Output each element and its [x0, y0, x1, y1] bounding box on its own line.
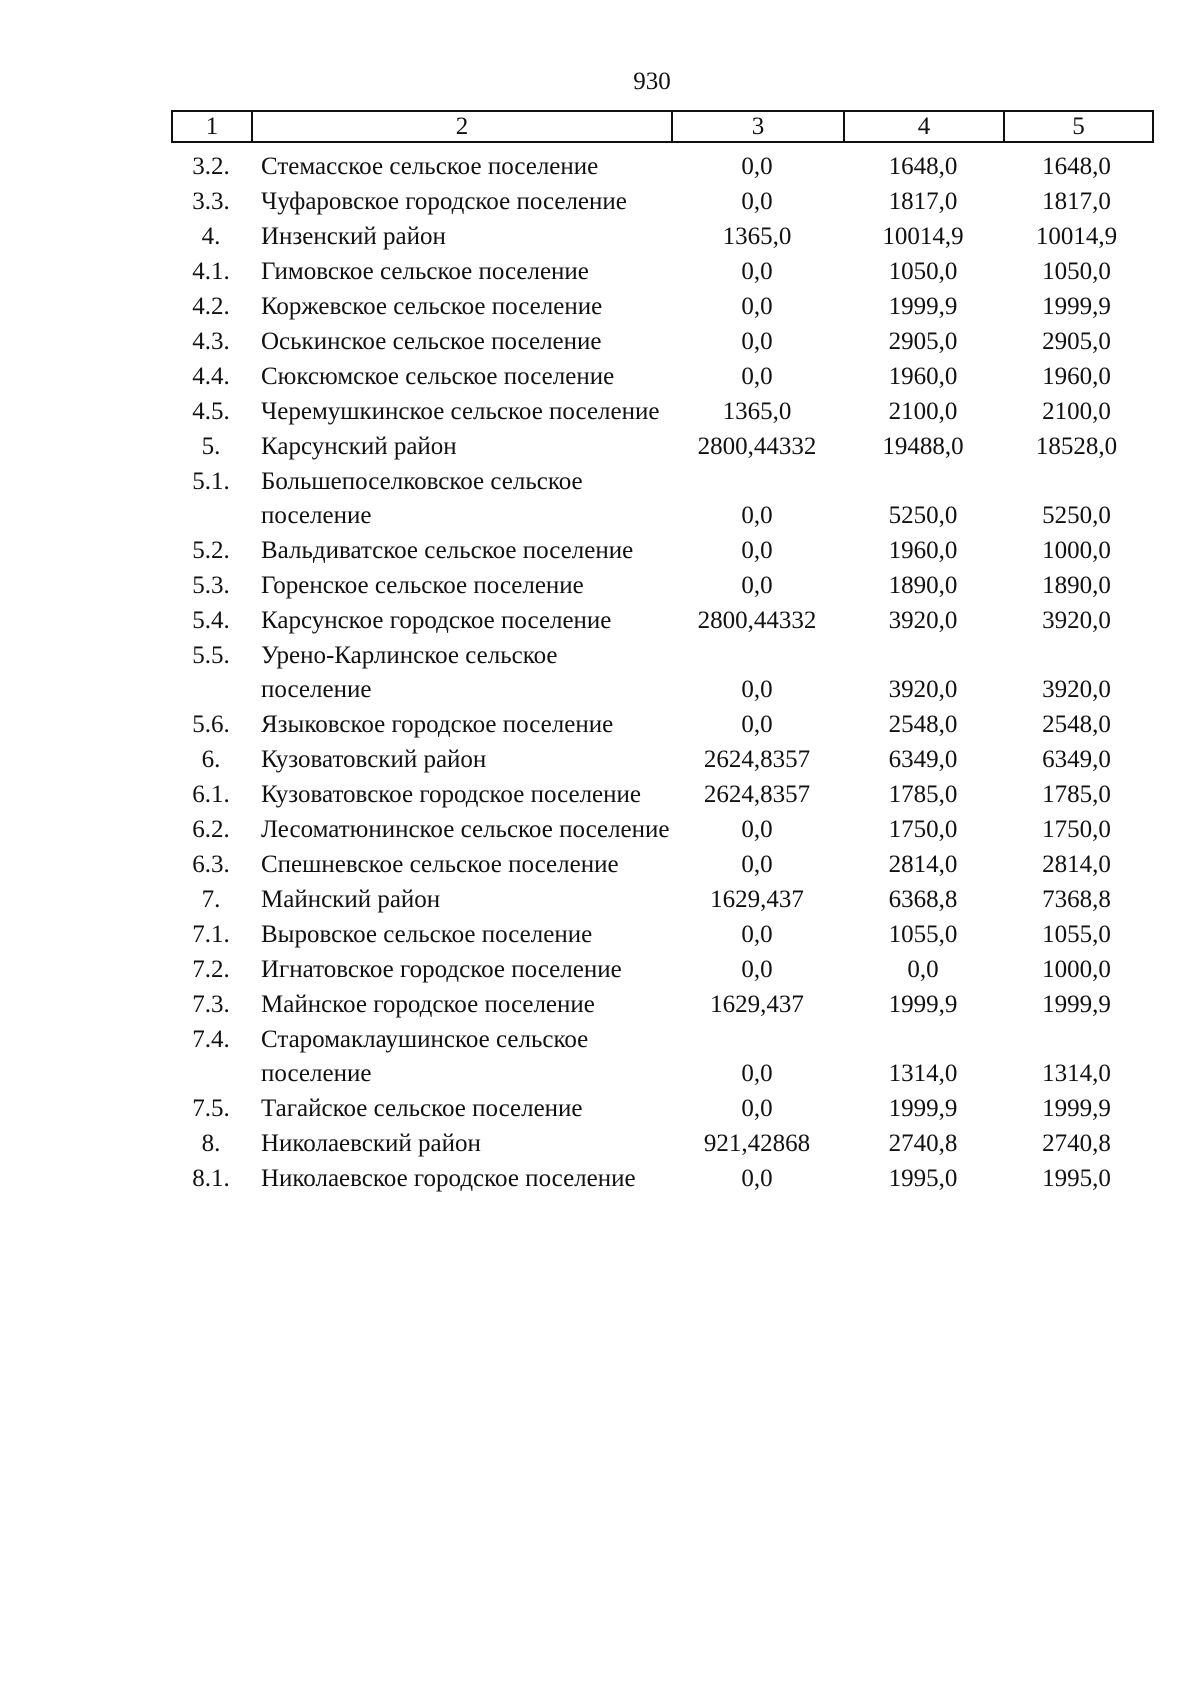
row-value-col-5: 7368,8: [1042, 886, 1111, 913]
row-value-col-3: 1365,0: [722, 223, 792, 250]
row-value-col-4: 6368,8: [888, 886, 958, 913]
table-row: [171, 1023, 1154, 1091]
row-value-col-4: 3920,0: [888, 607, 958, 634]
row-name: Гимовское сельское поселение: [261, 258, 589, 285]
table-row: [171, 813, 1154, 847]
row-value-col-3: 0,0: [741, 851, 773, 878]
row-name: Николаевский район: [261, 1130, 481, 1157]
row-number: 7.2.: [192, 956, 230, 983]
row-value-col-4: 0,0: [907, 956, 939, 983]
row-value-col-4: 1817,0: [888, 188, 958, 215]
row-name: Николаевское городское поселение: [261, 1165, 636, 1192]
row-value-col-3: 2624,8357: [703, 781, 811, 808]
row-number: 8.1.: [192, 1165, 230, 1192]
row-name: Карсунское городское поселение: [261, 607, 612, 634]
row-name: Черемушкинское сельское поселение: [261, 398, 660, 425]
row-name: Сюксюмское сельское поселение: [261, 363, 615, 390]
table-row: [171, 1162, 1154, 1196]
table-header: [171, 110, 1154, 143]
table-row: [171, 569, 1154, 603]
row-number: 5.: [201, 433, 221, 460]
table-row: [171, 604, 1154, 638]
row-value-col-5: 2814,0: [1042, 851, 1111, 878]
row-value-col-5: 1000,0: [1042, 537, 1111, 564]
row-value-col-3: 0,0: [741, 258, 773, 285]
table-row: [171, 953, 1154, 987]
table-row: [171, 639, 1154, 707]
row-value-col-3: 2800,44332: [697, 433, 817, 460]
row-name: Стемасское сельское поселение: [261, 153, 599, 180]
row-name: Чуфаровское городское поселение: [261, 188, 627, 215]
row-value-col-4: 1995,0: [888, 1165, 958, 1192]
row-number: 3.3.: [192, 188, 230, 215]
row-value-col-3: 0,0: [741, 328, 773, 355]
table-row: [171, 848, 1154, 882]
row-value-col-3: 1629,437: [710, 991, 804, 1018]
row-value-col-3: 0,0: [741, 537, 773, 564]
row-value-col-4: 1785,0: [888, 781, 958, 808]
table-row: [171, 220, 1154, 254]
row-value-col-5: 6349,0: [1042, 746, 1111, 773]
row-value-col-5: 1000,0: [1042, 956, 1111, 983]
table-row: [171, 778, 1154, 812]
row-value-col-4: 1960,0: [888, 537, 958, 564]
table-row: [171, 883, 1154, 917]
row-value-col-3: 0,0: [741, 1165, 773, 1192]
row-value-col-3: 0,0: [741, 921, 773, 948]
row-name: Оськинское сельское поселение: [261, 328, 602, 355]
row-value-col-3: 0,0: [741, 502, 773, 529]
table-row: [171, 918, 1154, 952]
row-number: 7.1.: [192, 921, 230, 948]
row-value-col-5: 1999,9: [1042, 293, 1111, 320]
row-value-col-5: 3920,0: [1042, 676, 1111, 703]
row-name: Кузоватовское городское поселение: [261, 781, 642, 808]
row-number: 8.: [201, 1130, 221, 1157]
row-value-col-3: 0,0: [741, 188, 773, 215]
row-value-col-3: 0,0: [741, 572, 773, 599]
row-value-col-4: 1050,0: [888, 258, 958, 285]
row-value-col-5: 18528,0: [1035, 433, 1118, 460]
row-value-col-3: 1629,437: [710, 886, 804, 913]
table-row: [171, 360, 1154, 394]
row-name: Инзенский район: [261, 223, 446, 250]
row-value-col-4: 3920,0: [888, 676, 958, 703]
row-value-col-4: 2905,0: [888, 328, 958, 355]
row-number: 5.3.: [192, 572, 230, 599]
row-value-col-5: 1050,0: [1042, 258, 1111, 285]
row-name: Майнское городское поселение: [261, 991, 595, 1018]
row-value-col-5: 2740,8: [1042, 1130, 1111, 1157]
table-row: [171, 290, 1154, 324]
row-value-col-5: 10014,9: [1035, 223, 1118, 250]
row-name: Спешневское сельское поселение: [261, 851, 619, 878]
table-row: [171, 325, 1154, 359]
row-value-col-5: 1995,0: [1042, 1165, 1111, 1192]
row-number: 5.1.: [192, 468, 230, 495]
row-value-col-4: 1055,0: [888, 921, 958, 948]
row-value-col-4: 2740,8: [888, 1130, 958, 1157]
row-value-col-3: 2800,44332: [697, 607, 817, 634]
row-value-col-3: 0,0: [741, 1095, 773, 1122]
row-value-col-5: 1785,0: [1042, 781, 1111, 808]
row-number: 4.1.: [192, 258, 230, 285]
table-row: [171, 1092, 1154, 1126]
table-row: [171, 255, 1154, 289]
row-number: 4.5.: [192, 398, 230, 425]
row-value-col-3: 0,0: [741, 816, 773, 843]
row-value-col-4: 2814,0: [888, 851, 958, 878]
row-name: Кузоватовский район: [261, 746, 487, 773]
row-value-col-3: 0,0: [741, 1060, 773, 1087]
row-value-col-3: 921,42868: [703, 1130, 811, 1157]
row-number: 7.5.: [192, 1095, 230, 1122]
row-value-col-5: 1960,0: [1042, 363, 1111, 390]
row-value-col-5: 1648,0: [1042, 153, 1111, 180]
row-value-col-4: 5250,0: [888, 502, 958, 529]
table-row: [171, 988, 1154, 1022]
row-name: Карсунский район: [261, 433, 457, 460]
row-number: 5.4.: [192, 607, 230, 634]
row-value-col-4: 1999,9: [888, 991, 958, 1018]
row-name: Горенское сельское поселение: [261, 572, 584, 599]
row-value-col-5: 2100,0: [1042, 398, 1111, 425]
header-col-3: 3: [673, 112, 845, 141]
row-name: Тагайское сельское поселение: [261, 1095, 583, 1122]
row-name: Вальдиватское сельское поселение: [261, 537, 634, 564]
row-value-col-3: 1365,0: [722, 398, 792, 425]
row-name: Большепоселковское сельское поселение: [261, 468, 583, 529]
row-value-col-4: 19488,0: [882, 433, 964, 460]
row-value-col-3: 0,0: [741, 711, 773, 738]
row-number: 4.4.: [192, 363, 230, 390]
row-number: 7.: [201, 886, 221, 913]
row-number: 6.: [201, 746, 221, 773]
row-value-col-3: 2624,8357: [703, 746, 811, 773]
row-value-col-4: 6349,0: [888, 746, 958, 773]
row-name: Старомаклаушинское сельское поселение: [261, 1026, 589, 1087]
row-value-col-4: 1960,0: [888, 363, 958, 390]
row-name: Урено-Карлинское сельское поселение: [261, 642, 558, 703]
row-name: Коржевское сельское поселение: [261, 293, 603, 320]
row-value-col-4: 2100,0: [888, 398, 958, 425]
table-row: [171, 1127, 1154, 1161]
table-row: [171, 743, 1154, 777]
row-value-col-5: 1999,9: [1042, 1095, 1111, 1122]
row-value-col-5: 1055,0: [1042, 921, 1111, 948]
header-col-2: 2: [253, 112, 673, 141]
row-value-col-5: 1890,0: [1042, 572, 1111, 599]
row-number: 3.2.: [192, 153, 230, 180]
row-name: Игнатовское городское поселение: [261, 956, 622, 983]
table-row: [171, 430, 1154, 464]
row-number: 5.5.: [192, 642, 230, 669]
row-number: 5.2.: [192, 537, 230, 564]
row-value-col-4: 1314,0: [888, 1060, 958, 1087]
table-row: [171, 395, 1154, 429]
table-row: [171, 465, 1154, 533]
row-value-col-5: 1817,0: [1042, 188, 1111, 215]
row-number: 7.3.: [192, 991, 230, 1018]
row-number: 5.6.: [192, 711, 230, 738]
row-value-col-4: 1999,9: [888, 1095, 958, 1122]
table-row: [171, 708, 1154, 742]
row-value-col-5: 1314,0: [1042, 1060, 1111, 1087]
row-value-col-5: 1999,9: [1042, 991, 1111, 1018]
row-number: 4.3.: [192, 328, 230, 355]
row-value-col-3: 0,0: [741, 293, 773, 320]
row-value-col-3: 0,0: [741, 363, 773, 390]
page-number: 930: [633, 68, 671, 95]
row-value-col-3: 0,0: [741, 153, 773, 180]
row-value-col-5: 2548,0: [1042, 711, 1111, 738]
row-name: Выровское сельское поселение: [261, 921, 593, 948]
row-name: Майнский район: [261, 886, 441, 913]
row-number: 6.2.: [192, 816, 230, 843]
header-col-5: 5: [1072, 113, 1085, 140]
table-row: [171, 534, 1154, 568]
header-col-1: 1: [173, 112, 253, 141]
row-value-col-5: 3920,0: [1042, 607, 1111, 634]
row-value-col-4: 10014,9: [882, 223, 964, 250]
row-name: Языковское городское поселение: [261, 711, 614, 738]
row-value-col-4: 2548,0: [888, 711, 958, 738]
row-value-col-4: 1648,0: [888, 153, 958, 180]
row-number: 4.2.: [192, 293, 230, 320]
row-number: 6.3.: [192, 851, 230, 878]
table-body: [171, 150, 1154, 1196]
row-number: 4.: [201, 223, 221, 250]
row-value-col-4: 1999,9: [888, 293, 958, 320]
row-value-col-4: 1750,0: [888, 816, 958, 843]
row-value-col-5: 5250,0: [1042, 502, 1111, 529]
row-number: 7.4.: [192, 1026, 230, 1053]
row-number: 6.1.: [192, 781, 230, 808]
row-value-col-5: 2905,0: [1042, 328, 1111, 355]
row-value-col-5: 1750,0: [1042, 816, 1111, 843]
row-value-col-3: 0,0: [741, 676, 773, 703]
row-name: Лесоматюнинское сельское поселение: [261, 816, 670, 843]
table-row: [171, 150, 1154, 184]
row-value-col-3: 0,0: [741, 956, 773, 983]
table-row: [171, 185, 1154, 219]
header-col-4: 4: [845, 112, 1005, 141]
row-value-col-4: 1890,0: [888, 572, 958, 599]
